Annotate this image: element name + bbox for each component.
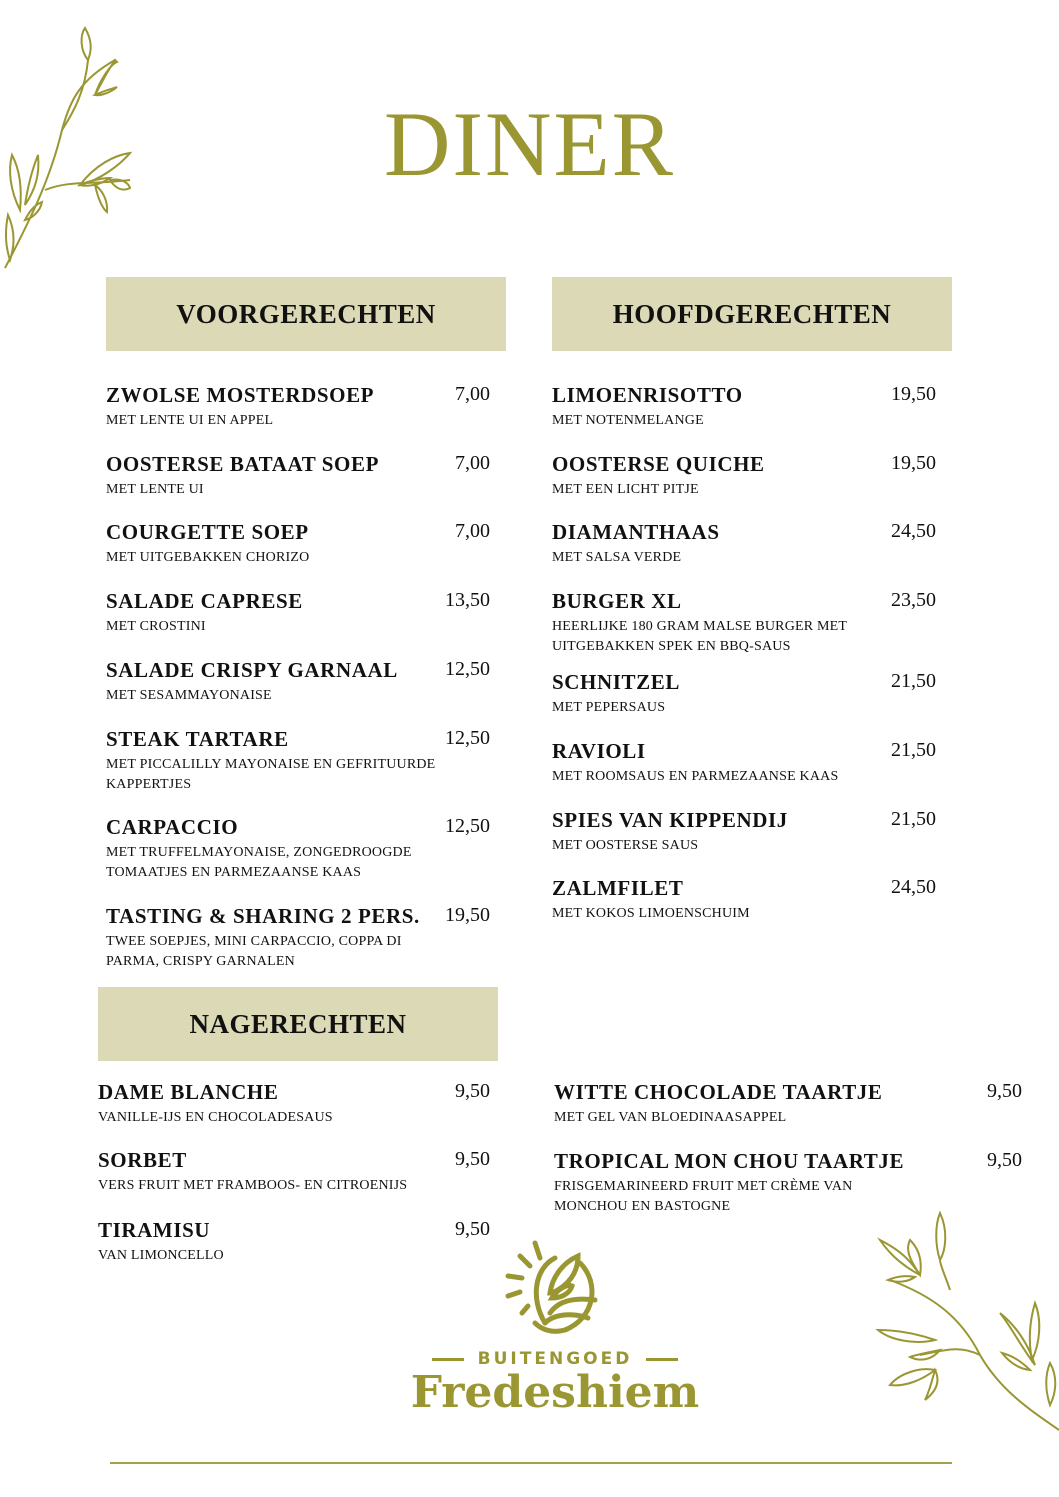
item-name: ZWOLSE MOSTERDSOEP xyxy=(106,383,375,407)
logo-subtitle xyxy=(400,1349,710,1369)
page-title: DINER xyxy=(383,93,676,195)
item-price: 24,50 xyxy=(891,520,936,542)
item-price: 21,50 xyxy=(891,808,936,830)
item-name: COURGETTE SOEP xyxy=(106,520,309,544)
item-price: 9,50 xyxy=(987,1080,1022,1102)
item-name: SPIES VAN KIPPENDIJ xyxy=(552,808,788,832)
item-description: VAN LIMONCELLO xyxy=(98,1248,224,1263)
item-description: HEERLIJKE 180 GRAM MALSE BURGER MET UITGEBAKKEN SPEK EN BBQ-SAUS xyxy=(552,619,847,654)
item-description: MET SALSA VERDE xyxy=(552,550,682,565)
item-description: FRISGEMARINEERD FRUIT MET CRÈME VAN MONCHOU EN BASTOGNE xyxy=(554,1179,853,1214)
footer-divider xyxy=(110,1462,952,1464)
item-name: DIAMANTHAAS xyxy=(552,520,720,544)
menu-item xyxy=(552,520,936,568)
menu-item xyxy=(552,383,936,431)
menu-item xyxy=(106,658,490,706)
item-name: TIRAMISU xyxy=(98,1218,211,1242)
item-name: SALADE CRISPY GARNAAL xyxy=(106,658,398,682)
logo xyxy=(400,1238,710,1418)
item-name: DAME BLANCHE xyxy=(98,1080,279,1104)
item-price: 21,50 xyxy=(891,739,936,761)
menu-item xyxy=(106,589,490,637)
item-price: 9,50 xyxy=(455,1148,490,1170)
item-description: MET NOTENMELANGE xyxy=(552,413,704,428)
item-description: MET ROOMSAUS EN PARMEZAANSE KAAS xyxy=(552,769,839,784)
section-header-voorgerechten: VOORGERECHTEN xyxy=(106,277,506,351)
item-name: TASTING & SHARING 2 PERS. xyxy=(106,904,420,928)
item-price: 12,50 xyxy=(445,815,490,837)
item-description: TWEE SOEPJES, MINI CARPACCIO, COPPA DI PARMA, CRISPY GARNALEN xyxy=(106,934,402,969)
item-name: STEAK TARTARE xyxy=(106,727,289,751)
item-price: 7,00 xyxy=(455,452,490,474)
item-price: 19,50 xyxy=(891,383,936,405)
item-description: MET OOSTERSE SAUS xyxy=(552,838,699,853)
menu-item xyxy=(98,1148,490,1196)
item-price: 19,50 xyxy=(891,452,936,474)
item-price: 21,50 xyxy=(891,670,936,692)
menu-item xyxy=(552,876,936,924)
menu-item xyxy=(552,589,936,657)
leaf-branch-icon xyxy=(860,1205,1059,1435)
item-name: TROPICAL MON CHOU TAARTJE xyxy=(554,1149,905,1173)
item-name: OOSTERSE BATAAT SOEP xyxy=(106,452,380,476)
item-name: SORBET xyxy=(98,1148,187,1172)
item-description: MET LENTE UI xyxy=(106,482,204,497)
item-price: 7,00 xyxy=(455,383,490,405)
item-description: MET LENTE UI EN APPEL xyxy=(106,413,274,428)
item-price: 23,50 xyxy=(891,589,936,611)
item-description: MET SESAMMAYONAISE xyxy=(106,688,272,703)
menu-item xyxy=(106,904,490,972)
item-description: MET PICCALILLY MAYONAISE EN GEFRITUURDE KAPPERTJES xyxy=(106,757,436,792)
item-price: 19,50 xyxy=(445,904,490,926)
menu-item xyxy=(106,383,490,431)
item-description: MET GEL VAN BLOEDINAASAPPEL xyxy=(554,1110,787,1125)
item-price: 9,50 xyxy=(455,1080,490,1102)
logo-name: Fredeshiem xyxy=(410,1367,700,1418)
item-description: MET TRUFFELMAYONAISE, ZONGEDROOGDE TOMAATJES EN PARMEZAANSE KAAS xyxy=(106,845,412,880)
item-price: 24,50 xyxy=(891,876,936,898)
menu-item xyxy=(106,520,490,568)
item-name: ZALMFILET xyxy=(552,876,684,900)
menu-item xyxy=(552,452,936,500)
menu-item xyxy=(98,1080,490,1128)
section-header-hoofdgerechten: HOOFDGERECHTEN xyxy=(552,277,952,351)
item-name: WITTE CHOCOLADE TAARTJE xyxy=(554,1080,883,1104)
item-description: VERS FRUIT MET FRAMBOOS- EN CITROENIJS xyxy=(98,1178,408,1193)
item-name: SCHNITZEL xyxy=(552,670,680,694)
logo-subtitle-text: BUITENGOED xyxy=(477,1349,633,1369)
item-price: 7,00 xyxy=(455,520,490,542)
item-price: 12,50 xyxy=(445,658,490,680)
item-name: CARPACCIO xyxy=(106,815,239,839)
menu-item xyxy=(106,815,490,883)
item-name: LIMOENRISOTTO xyxy=(552,383,743,407)
item-description: VANILLE-IJS EN CHOCOLADESAUS xyxy=(98,1110,333,1125)
item-description: MET UITGEBAKKEN CHORIZO xyxy=(106,550,310,565)
menu-item xyxy=(106,452,490,500)
item-price: 13,50 xyxy=(445,589,490,611)
sun-leaf-logo-icon xyxy=(500,1238,610,1338)
item-name: RAVIOLI xyxy=(552,739,646,763)
item-description: MET PEPERSAUS xyxy=(552,700,666,715)
menu-item xyxy=(552,670,936,718)
item-price: 9,50 xyxy=(987,1149,1022,1171)
logo-dash-left xyxy=(432,1358,464,1361)
logo-dash-right xyxy=(646,1358,678,1361)
item-description: MET CROSTINI xyxy=(106,619,206,634)
item-description: MET EEN LICHT PITJE xyxy=(552,482,699,497)
item-name: OOSTERSE QUICHE xyxy=(552,452,765,476)
section-header-nagerechten: NAGERECHTEN xyxy=(98,987,498,1061)
menu-item xyxy=(106,727,490,795)
item-description: MET KOKOS LIMOENSCHUIM xyxy=(552,906,750,921)
item-price: 9,50 xyxy=(455,1218,490,1240)
item-name: BURGER XL xyxy=(552,589,682,613)
menu-item xyxy=(554,1080,1022,1128)
menu-item xyxy=(552,808,936,856)
item-price: 12,50 xyxy=(445,727,490,749)
item-name: SALADE CAPRESE xyxy=(106,589,303,613)
menu-item xyxy=(552,739,936,787)
